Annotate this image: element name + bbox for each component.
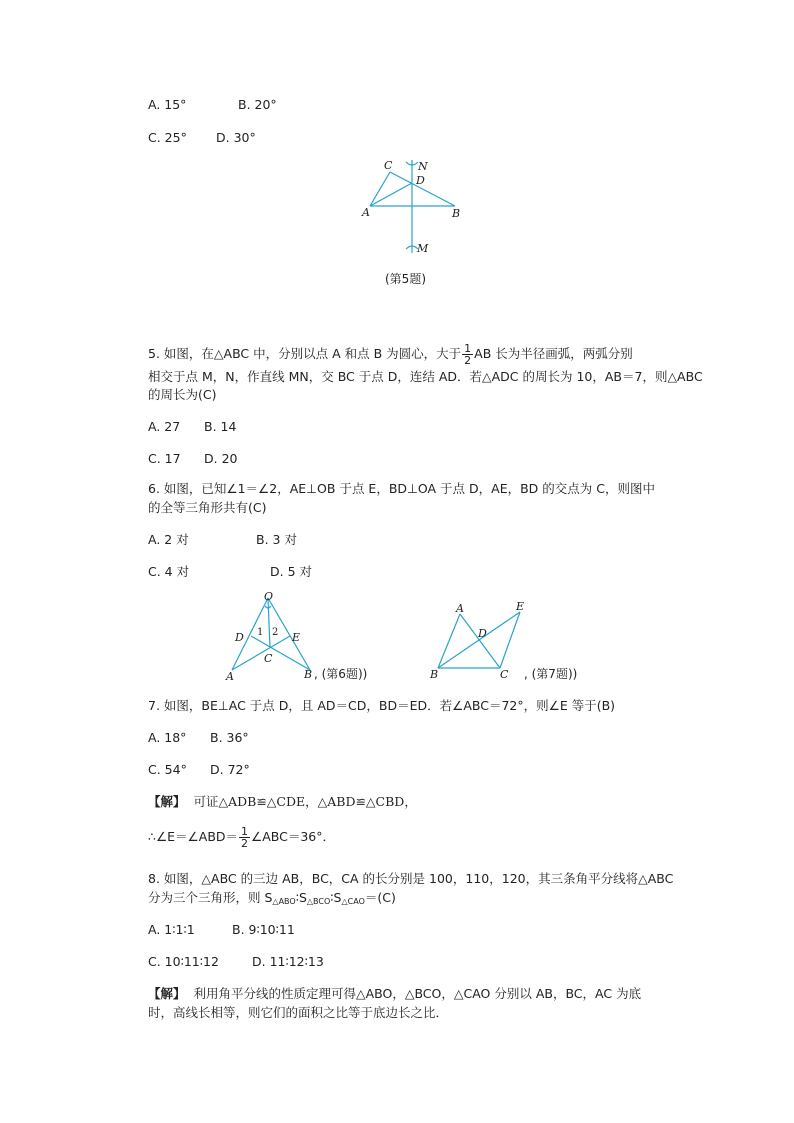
q8-sub-abo: △ABO (272, 897, 296, 906)
q8-solution-tag: 【解】 (148, 986, 186, 1001)
figure-5 (360, 156, 470, 261)
fig5-caption: (第5题) (385, 272, 426, 286)
fig5-label-m: M (417, 242, 429, 255)
q8-line2-post: ＝(C) (364, 890, 396, 905)
q6-line2: 的全等三角形共有(C) (148, 500, 267, 515)
q5-option-c: C. 17 (148, 451, 181, 466)
q5-line2: 相交于点 M，N，作直线 MN，交 BC 于点 D，连结 AD．若△ADC 的周长为 10，AB＝7，则△ABC (148, 369, 703, 384)
q7-line1: 7. 如图，BE⊥AC 于点 D，且 AD＝CD，BD＝ED．若∠ABC＝72°，则∠E 等于(B) (148, 698, 616, 713)
q8-option-a: A. 1∶1∶1 (148, 922, 195, 937)
q8-solution-text1: 利用角平分线的性质定理可得△ABO，△BCO，△CAO 分别以 AB，BC，AC 为底 (193, 986, 642, 1001)
figure-6 (224, 590, 324, 682)
fig7-segment-be (438, 612, 520, 668)
q7-solution-tag: 【解】 (148, 794, 186, 809)
fig6-label-angle1: 1 (257, 627, 264, 638)
q4-option-d: D. 30° (216, 130, 256, 145)
q5-line1-pre: 5. 如图，在△ABC 中，分别以点 A 和点 B 为圆心，大于 (148, 346, 462, 361)
q8-solution-line1 (148, 985, 641, 1003)
q7-option-b: B. 36° (210, 730, 249, 745)
q8-line2 (148, 889, 396, 911)
q4-option-a: A. 15° (148, 97, 187, 112)
fig7-label-b: B (430, 668, 439, 681)
fig7-label-a: A (456, 602, 464, 615)
fig5-label-n: N (418, 160, 428, 173)
q5-line1-post: AB 长为半径画弧，两弧分别 (474, 346, 633, 361)
q8-colon2: ∶S (330, 890, 342, 905)
q5-option-b: B. 14 (204, 419, 237, 434)
q7-solution-pre: ∴∠E＝∠ABD＝ (148, 829, 239, 844)
q7-solution-text1: 可证△ADB≌△CDE，△ABD≌△CBD， (193, 794, 417, 809)
fig6-label-b: B (304, 668, 313, 681)
fig5-label-d: D (416, 174, 425, 187)
q7-fraction (239, 826, 250, 849)
q8-line1: 8. 如图，△ABC 的三边 AB，BC，CA 的长分别是 100，110，120，其三条角平分线将△ABC (148, 871, 674, 886)
fig6-label-o: O (264, 590, 274, 603)
figure-7 (428, 598, 528, 682)
fig6-label-angle2: 2 (272, 627, 279, 638)
fig7-edge-ce (500, 612, 520, 668)
q8-line2-pre: 分为三个三角形，则 S (148, 890, 273, 905)
q7-frac-num: 1 (241, 825, 249, 838)
q7-frac-den: 2 (241, 837, 249, 850)
q5-frac-den: 2 (464, 354, 472, 367)
fig5-label-c: C (384, 159, 393, 172)
fig6-label-d: D (235, 631, 244, 644)
q6-option-a: A. 2 对 (148, 532, 189, 547)
q5-line3: 的周长为(C) (148, 387, 217, 402)
fig6-segment-oc (268, 598, 270, 648)
fig7-caption: , (第7题)) (524, 667, 578, 681)
fig5-label-b: B (452, 207, 461, 220)
q5-frac-num: 1 (464, 342, 472, 355)
q6-option-c: C. 4 对 (148, 564, 190, 579)
q8-option-b: B. 9∶10∶11 (232, 922, 295, 937)
q8-sub-bco: △BCO (306, 897, 331, 906)
q7-solution-line1 (148, 793, 417, 811)
q8-solution-line2: 时，高线长相等，则它们的面积之比等于底边长之比． (148, 1005, 449, 1020)
q7-solution-line2 (148, 826, 335, 849)
fig5-label-a: A (362, 206, 370, 219)
q8-option-c: C. 10∶11∶12 (148, 954, 219, 969)
q5-option-d: D. 20 (204, 451, 238, 466)
q8-colon1: ∶S (295, 890, 307, 905)
fig6-label-c: C (264, 652, 273, 665)
fig6-caption: , (第6题)) (314, 667, 368, 681)
fig6-label-a: A (226, 670, 234, 682)
q6-option-d: D. 5 对 (270, 564, 312, 579)
fig7-edge-ac (460, 614, 500, 668)
q8-sub-cao: △CAO (341, 897, 365, 906)
fig7-label-e: E (516, 600, 525, 613)
q8-option-d: D. 11∶12∶13 (252, 954, 324, 969)
q7-option-d: D. 72° (210, 762, 250, 777)
q7-option-c: C. 54° (148, 762, 187, 777)
q5-option-a: A. 27 (148, 419, 181, 434)
q5-line1 (148, 343, 633, 366)
q7-solution-post: ∠ABC＝36°． (251, 829, 336, 844)
q4-option-c: C. 25° (148, 130, 187, 145)
q6-line1: 6. 如图，已知∠1＝∠2，AE⊥OB 于点 E，BD⊥OA 于点 D，AE，BD 的交点为 C，则图中 (148, 481, 655, 496)
fig7-label-d: D (478, 627, 487, 640)
fig6-label-e: E (292, 631, 301, 644)
q7-option-a: A. 18° (148, 730, 187, 745)
q4-option-b: B. 20° (238, 97, 277, 112)
q6-option-b: B. 3 对 (256, 532, 297, 547)
q5-fraction (462, 343, 473, 366)
fig7-label-c: C (500, 668, 509, 681)
